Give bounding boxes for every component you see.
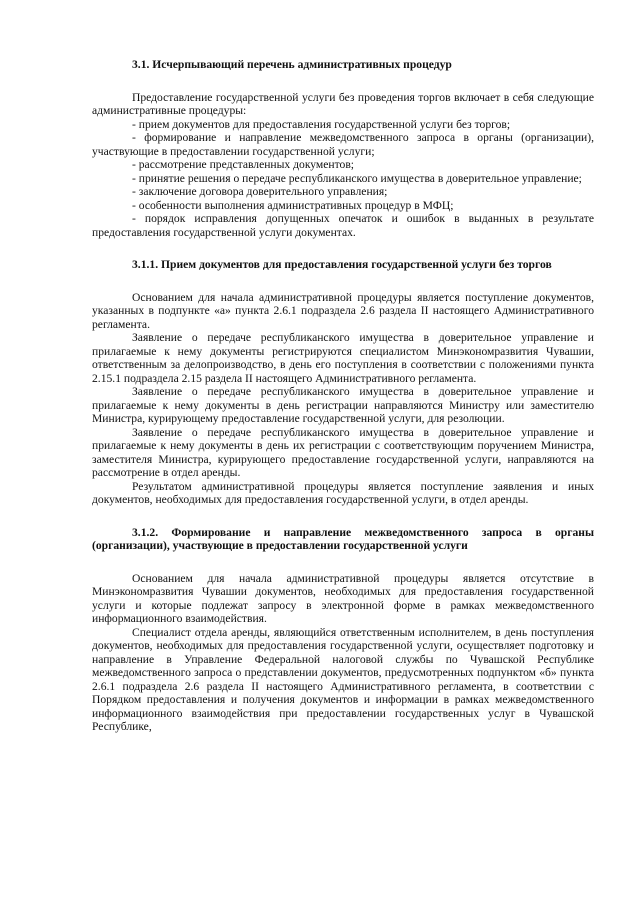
spacer [92, 507, 594, 526]
spacer [92, 272, 594, 291]
list-item: - особенности выполнения административных процедур в МФЦ; [132, 198, 454, 212]
list-item: - формирование и направление межведомственного запроса в органы (организации), участвующие в предоставлении государственной услуги; [92, 131, 594, 158]
body-paragraph: Заявление о передаче республиканского имущества в доверительное управление и прилагаемые к нему документы регистрируются специалистом Минэкономразвития Чувашии, ответственным за делопроизводство, в день его поступления в соответствии с положениями пункта 2.15.1 подраздела 2.15 раздела II настоящего Административного регламента. [92, 331, 594, 385]
list-item: - заключение договора доверительного управления; [132, 185, 388, 198]
spacer [92, 239, 594, 258]
body-paragraph: Результатом административной процедуры является поступление заявления и иных документов, необходимых для предоставления государственной услуги, в отдел аренды. [92, 479, 594, 506]
list-item: - рассмотрение представленных документов; [132, 158, 355, 171]
body-paragraph: Заявление о передаче республиканского имущества в доверительное управление и прилагаемые к нему документы в день регистрации направляются Министру или заместителю Министра, курирующему предоставление государственной услуги, для резолюции. [92, 385, 594, 425]
list-item: - принятие решения о передаче республиканского имущества в доверительное управление; [132, 171, 582, 185]
list-item: - порядок исправления допущенных опечаток и ошибок в выданных в результате предоставления государственной услуги документах. [92, 212, 594, 239]
body-paragraph: Заявление о передаче республиканского имущества в доверительное управление и прилагаемые к нему документы в день их регистрации с соответствующим поручением Министра, заместителя Министра, курирующего предоставление государственной услуги, направляются на рассмотрение в отдел аренды. [92, 425, 594, 479]
subsection-title: 3.1.2. Формирование и направление межведомственного запроса в органы (организации), участвующие в предоставлении государственной услуги [92, 525, 594, 552]
spacer [92, 72, 594, 91]
body-paragraph: Основанием для начала административной процедуры является отсутствие в Минэкономразвития Чувашии документов, необходимых для предоставления государственной услуги и которые подлежат запросу в электронной форме в рамках межведомственного информационного взаимодействия. [92, 571, 594, 625]
intro-paragraph: Предоставление государственной услуги без проведения торгов включает в себя следующие административные процедуры: [92, 90, 594, 117]
list-item: - прием документов для предоставления государственной услуги без торгов; [132, 117, 511, 131]
spacer [92, 553, 594, 572]
body-paragraph: Специалист отдела аренды, являющийся ответственным исполнителем, в день поступления документов, необходимых для предоставления государственной услуги, осуществляет подготовку и направление в Управление Федеральной налоговой службы по Чувашской Республике межведомственного запроса о представлении документов, предусмотренных подпунктом «б» пункта 2.6.1 подраздела 2.6 раздела II настоящего Административного регламента, в соответствии с Порядком предоставления и получения документов и информации в рамках межведомственного информационного взаимодействия при предоставлении государственных услуг в Чувашской Республике, [92, 625, 594, 733]
section-title: 3.1. Исчерпывающий перечень административных процедур [132, 58, 452, 71]
body-paragraph: Основанием для начала административной процедуры является поступление документов, указанных в подпункте «а» пункта 2.6.1 подраздела 2.6 раздела II настоящего Административного регламента. [92, 290, 594, 331]
subsection-title: 3.1.1. Прием документов для предоставления государственной услуги без торгов [132, 258, 552, 271]
